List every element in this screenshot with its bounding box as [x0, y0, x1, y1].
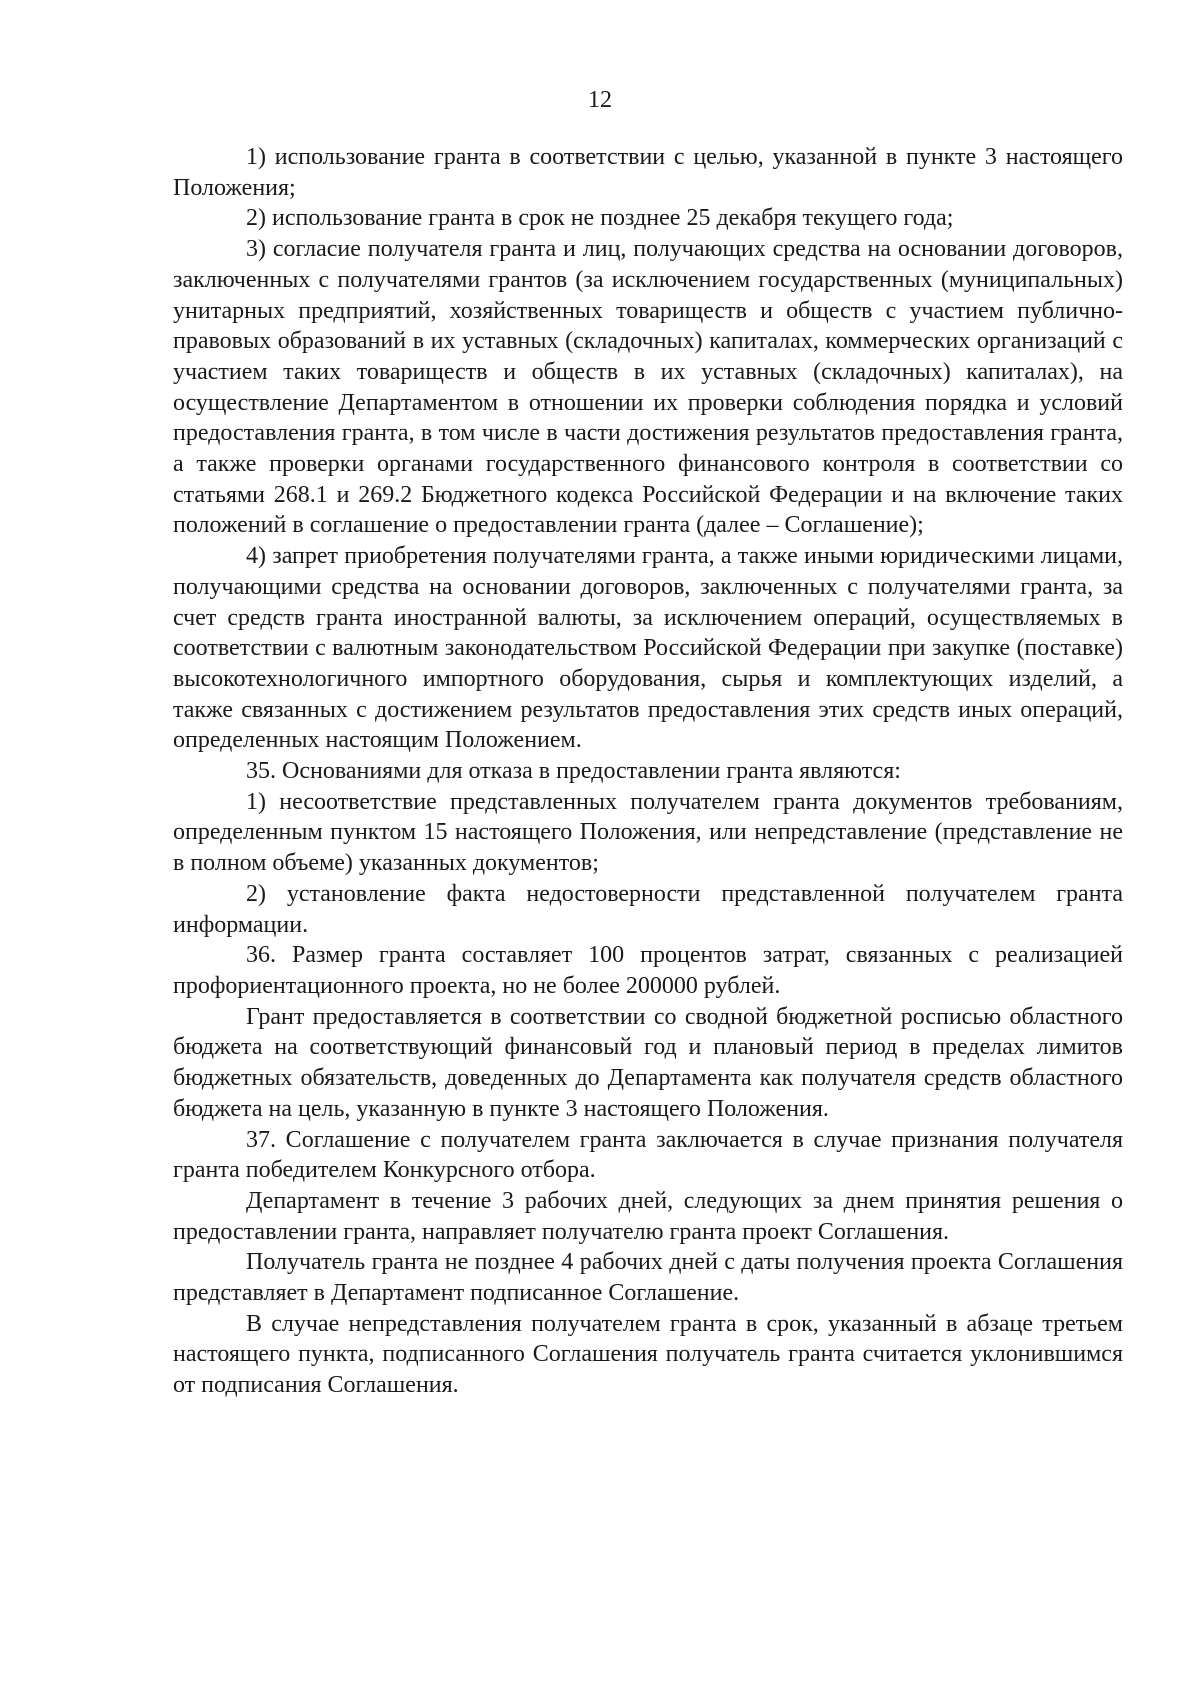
paragraph-35: 35. Основаниями для отказа в предоставлении гранта являются:	[246, 758, 901, 785]
paragraph-item-2: 2) использование гранта в срок не позднее 25 декабря текущего года;	[246, 205, 954, 232]
paragraph-37-department: Департамент в течение 3 рабочих дней, следующих за днем принятия решения о предоставлении гранта, направляет получателю гранта проект Соглашения.	[173, 1187, 1123, 1245]
paragraph-37: 37. Соглашение с получателем гранта заключается в случае признания получателя гранта победителем Конкурсного отбора.	[173, 1126, 1123, 1184]
paragraph-37-recipient: Получатель гранта не позднее 4 рабочих дней с даты получения проекта Соглашения представляет в Департамент подписанное Соглашение.	[173, 1249, 1123, 1307]
paragraph-36-grant-budget: Грант предоставляется в соответствии со сводной бюджетной росписью областного бюджета на соответствующий финансовый год и плановый период в пределах лимитов бюджетных обязательств, доведенных до Департамента как получателя средств областного бюджета на цель, указанную в пункте 3 настоящего Положения.	[173, 1003, 1123, 1122]
paragraph-35-item-1: 1) несоответствие представленных получателем гранта документов требованиям, определенным пунктом 15 настоящего Положения, или непредставление (представление не в полном объеме) указанных документов;	[173, 788, 1123, 877]
paragraph-item-3: 3) согласие получателя гранта и лиц, получающих средства на основании договоров, заключенных с получателями грантов (за исключением государственных (муниципальных) унитарных предприятий, хозяйственных товариществ и обществ с участием публично-правовых образований в их уставных (складочных) капиталах, коммерческих организаций с участием таких товариществ и обществ в их уставных (складочных) капиталах), на осуществление Департаментом в отношении их проверки соблюдения порядка и условий предоставления гранта, в том числе в части достижения результатов предоставления гранта, а также проверки органами государственного финансового контроля в соответствии со статьями 268.1 и 269.2 Бюджетного кодекса Российской Федерации и на включение таких положений в соглашение о предоставлении гранта (далее – Соглашение);	[173, 236, 1123, 539]
document-body	[173, 142, 1123, 1401]
paragraph-37-evasion: В случае непредставления получателем гранта в срок, указанный в абзаце третьем настоящего пункта, подписанного Соглашения получатель гранта считается уклонившимся от подписания Соглашения.	[173, 1310, 1123, 1399]
paragraph-35-item-2: 2) установление факта недостоверности представленной получателем гранта информации.	[173, 880, 1123, 938]
paragraph-item-4: 4) запрет приобретения получателями гранта, а также иными юридическими лицами, получающими средства на основании договоров, заключенных с получателями гранта, за счет средств гранта иностранной валюты, за исключением операций, осуществляемых в соответствии с валютным законодательством Российской Федерации при закупке (поставке) высокотехнологичного импортного оборудования, сырья и комплектующих изделий, а также связанных с достижением результатов предоставления этих средств иных операций, определенных настоящим Положением.	[173, 543, 1123, 754]
paragraph-36: 36. Размер гранта составляет 100 процентов затрат, связанных с реализацией профориентационного проекта, но не более 200000 рублей.	[173, 942, 1123, 999]
page-number: 12	[588, 87, 612, 113]
paragraph-item-1: 1) использование гранта в соответствии с целью, указанной в пункте 3 настоящего Положения;	[173, 144, 1123, 201]
